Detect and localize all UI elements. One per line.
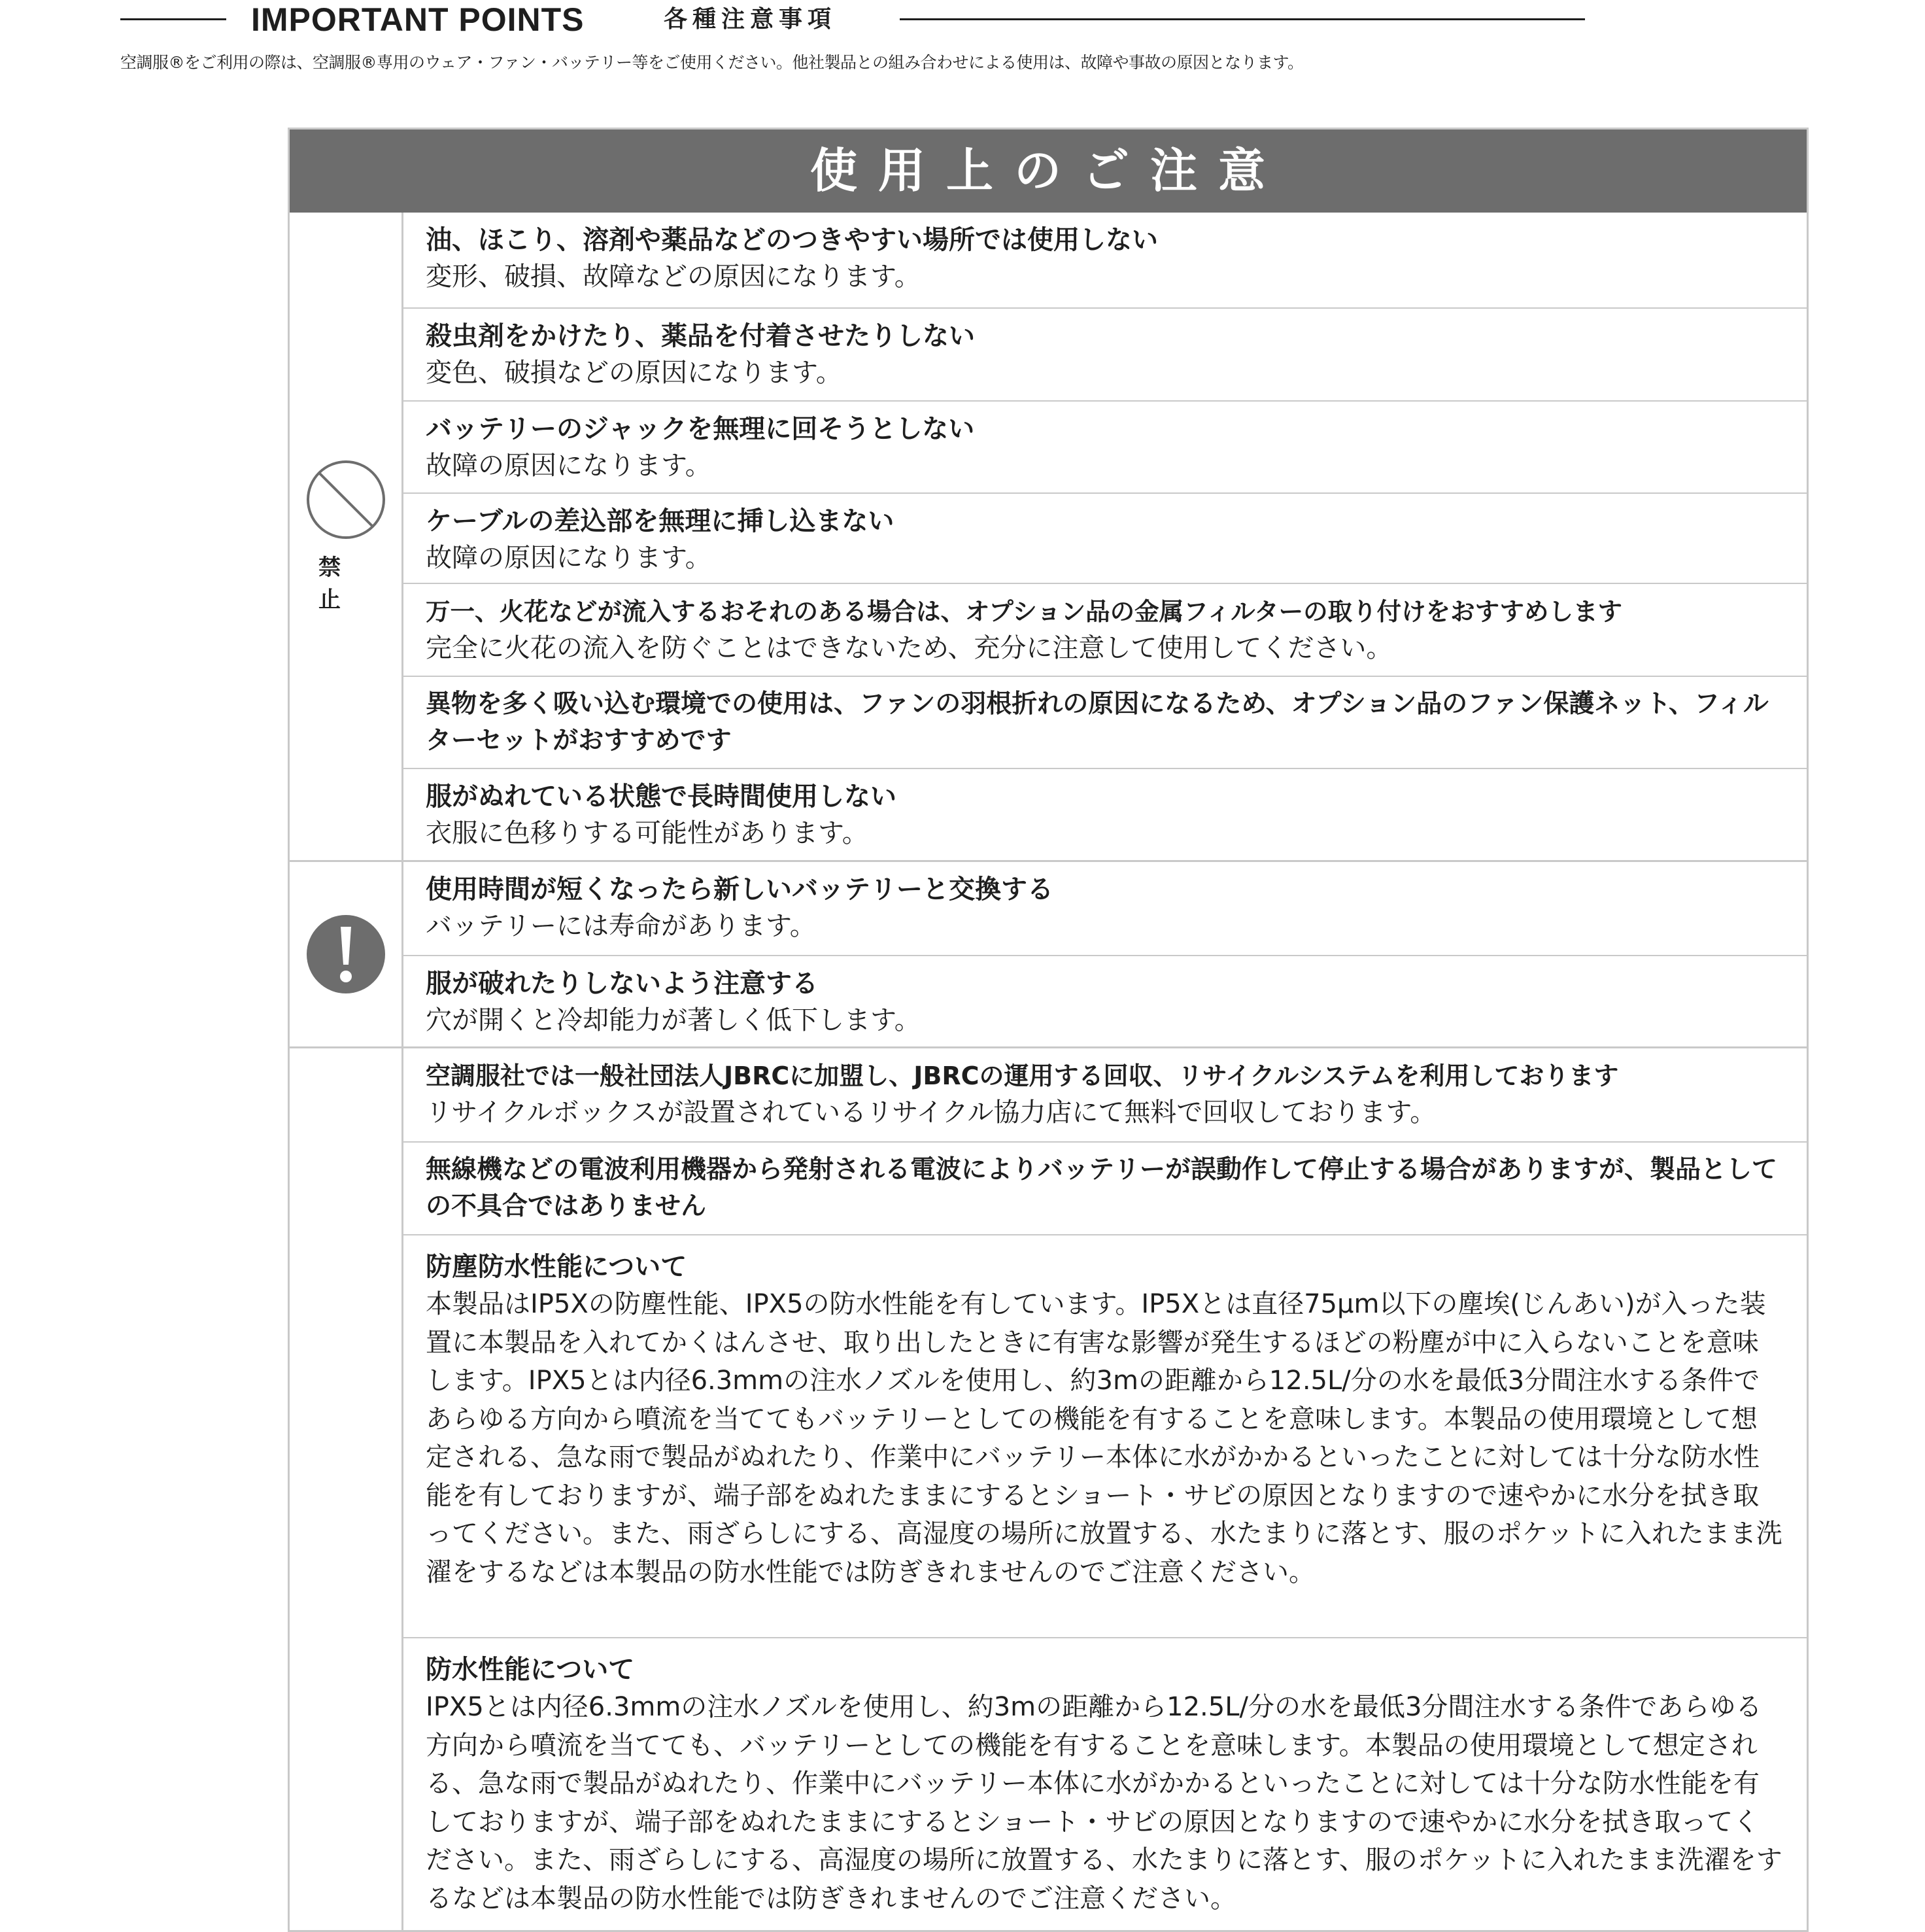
item-body: バッテリーには寿命があります。 [426, 911, 816, 941]
item-body: 変色、破損などの原因になります。 [426, 358, 842, 388]
info-group [290, 1046, 1807, 1930]
item-body: IPX5とは内径6.3mmの注水ノズルを使用し、約3mの距離から12.5L/分の水を最低3分間注水する条件であらゆる方向から噴流を当てても、バッテリーとしての機能を有することを意味します。本製品の使用環境として想定される、急な雨で製品がぬれたり、作業中にバッテリー本体に水がかかるといったことに対しては十分な防水性能を有しておりますが、端子部をぬれたままにするとショート・サビの原因となりますので速やかに水分を拭き取ってください。また、雨ざらしにする、高湿度の場所に放置する、水たまりに落とす、服のポケットに入れたまま洗濯をするなどは本製品の防水性能では防ぎきれませんのでご注意ください。 [426, 1692, 1782, 1914]
usage-precautions-panel [288, 128, 1809, 1932]
item-body: リサイクルボックスが設置されているリサイクル協力店にて無料で回収しております。 [426, 1097, 1437, 1128]
item-body: 衣服に色移りする可能性があります。 [426, 818, 868, 848]
item-body: 故障の原因になります。 [426, 451, 711, 481]
item-title: 無線機などの電波利用機器から発射される電波によりバッテリーが誤動作して停止する場合がありますが、製品としての不具合ではありません [426, 1155, 1778, 1221]
list-item [403, 1234, 1807, 1637]
item-title: 防塵防水性能について [426, 1252, 687, 1282]
list-item [403, 768, 1807, 860]
prohibit-label: 禁 止 [318, 555, 369, 613]
intro-notice: 空調服®をご利用の際は、空調服®専用のウェア・ファン・バッテリー等をご使用ください。他社製品との組み合わせによる使用は、故障や事故の原因となります。 [120, 53, 1304, 72]
item-title: 万一、火花などが流入するおそれのある場合は、オプション品の金属フィルターの取り付けをおすすめします [426, 597, 1622, 626]
info-icon-cell [290, 1048, 403, 1930]
list-item [403, 307, 1807, 400]
item-title: 服がぬれている状態で長時間使用しない [426, 782, 896, 812]
item-title: ケーブルの差込部を無理に挿し込まない [426, 506, 894, 536]
list-item [403, 213, 1807, 307]
list-item [403, 1048, 1807, 1141]
item-body: 本製品はIP5Xの防塵性能、IPX5の防水性能を有しています。IP5Xとは直径75μm以下の塵埃(じんあい)が入った装置に本製品を入れてかくはんさせ、取り出したときに有害な影響が発生するほどの粉塵が中に入らないことを意味します。IPX5とは内径6.3mmの注水ノズルを使用し、約3mの距離から12.5L/分の水を最低3分間注水する条件であらゆる方向から噴流を当ててもバッテリーとしての機能を有することを意味します。本製品の使用環境として想定される、急な雨で製品がぬれたり、作業中にバッテリー本体に水がかかるといったことに対しては十分な防水性能を有しておりますが、端子部をぬれたままにするとショート・サビの原因となりますので速やかに水分を拭き取ってください。また、雨ざらしにする、高湿度の場所に放置する、水たまりに落とす、服のポケットに入れたまま洗濯をするなどは本製品の防水性能では防ぎきれませんのでご注意ください。 [426, 1289, 1782, 1587]
caution-icon-cell [290, 862, 403, 1046]
item-title: バッテリーのジャックを無理に回そうとしない [426, 414, 975, 444]
header-rule-left [120, 18, 226, 20]
item-title: 防水性能について [426, 1655, 635, 1685]
prohibit-group [290, 213, 1807, 860]
list-item [403, 1637, 1807, 1930]
item-body: 故障の原因になります。 [426, 543, 711, 573]
caution-group [290, 860, 1807, 1046]
list-item [403, 955, 1807, 1046]
item-title: 油、ほこり、溶剤や薬品などのつきやすい場所では使用しない [426, 225, 1158, 255]
list-item [403, 1141, 1807, 1234]
item-title: 異物を多く吸い込む環境での使用は、ファンの羽根折れの原因になるため、オプション品のファン保護ネット、フィルターセットがおすすめです [426, 689, 1769, 755]
list-item [403, 862, 1807, 955]
header-rule-right [900, 18, 1585, 20]
item-body: 穴が開くと冷却能力が著しく低下します。 [426, 1005, 921, 1035]
prohibit-rows [403, 213, 1807, 860]
prohibition-icon [305, 459, 386, 540]
list-item [403, 492, 1807, 583]
list-item [403, 400, 1807, 492]
item-body: 変形、破損、故障などの原因になります。 [426, 262, 921, 292]
item-title: 殺虫剤をかけたり、薬品を付着させたりしない [426, 321, 975, 351]
item-title: 服が破れたりしないよう注意する [426, 969, 818, 999]
item-title: 空調服社では一般社団法人JBRCに加盟し、JBRCの運用する回収、リサイクルシステムを利用しております [426, 1061, 1619, 1090]
exclamation-icon [305, 914, 386, 995]
caution-rows [403, 862, 1807, 1046]
list-item [403, 676, 1807, 768]
list-item [403, 583, 1807, 676]
header-title: IMPORTANT POINTS [251, 1, 585, 38]
prohibit-icon-cell [290, 213, 403, 860]
header-subtitle: 各種注意事項 [664, 6, 837, 33]
item-title: 使用時間が短くなったら新しいバッテリーと交換する [426, 874, 1053, 905]
item-body: 完全に火花の流入を防ぐことはできないため、充分に注意して使用してください。 [426, 633, 1393, 663]
panel-title: 使用上のご注意 [290, 129, 1807, 213]
info-rows [403, 1048, 1807, 1930]
